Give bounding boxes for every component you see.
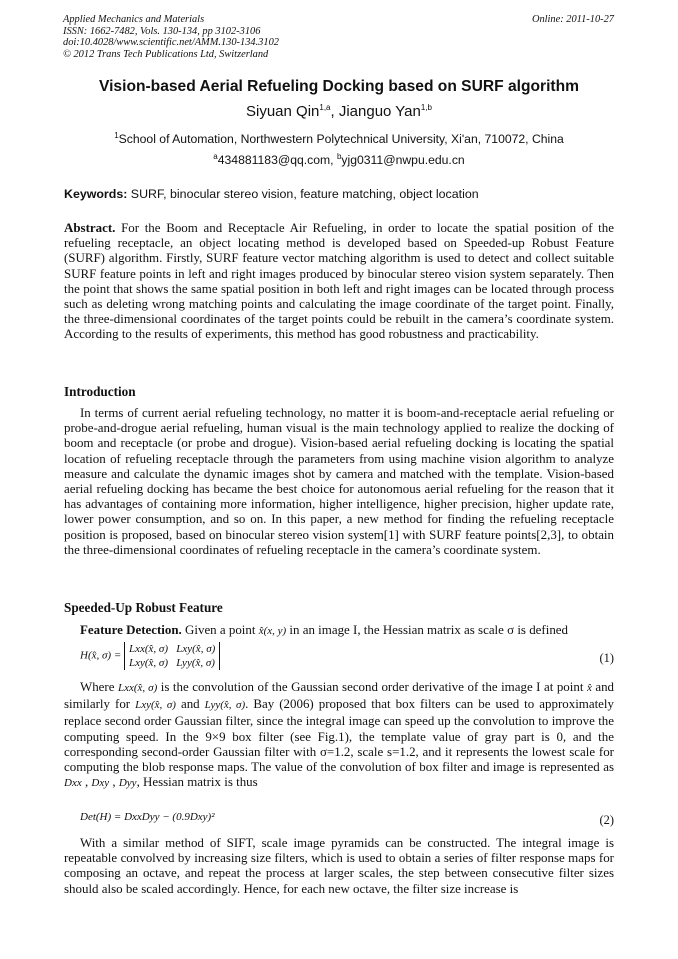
doi: doi:10.4028/www.scientific.net/AMM.130-134.3102 — [63, 37, 279, 49]
emails — [0, 152, 678, 167]
p2-lxx: Lxx(x̂, σ) — [117, 682, 158, 694]
author-sep: , — [330, 103, 339, 120]
copyright: © 2012 Trans Tech Publications Ltd, Switzerland — [63, 48, 269, 60]
email-a: 434881183@qq.com, — [217, 153, 337, 168]
p2-dyy: Dyy — [118, 777, 137, 790]
hessian-para — [64, 679, 614, 791]
equation-2: Det(H) = DxxDyy − (0.9Dxy)² — [80, 811, 215, 823]
email-a-sup: a — [213, 152, 218, 161]
p2-c: . Bay (2006) proposed that box filters can be used to approximately replace second order Gaussian filter, since the integral image can speed up the convolution to improve the computing speed. In the 9×9 box filter (see Fig.1), the template value of gray part is 0, and the corresponding second-order Gaussian filter with σ=1.2, scale s=1.2, and it represents the lowest scale for computing the blob response maps. The value of the convolution of box filter and image is represented as — [64, 696, 614, 775]
p2-d: , Hessian matrix is thus — [136, 774, 258, 790]
surf-heading: Speeded-Up Robust Feature — [64, 600, 223, 615]
abstract-text: For the Boom and Receptacle Air Refueling, in order to locate the spatial position of the refueling receptacle, an object locating method is developed based on Speeded-up Robust Feature (SURF) algorithm. Firstly, SURF feature vector matching algorithm is used to detect and collect suitable SURF feature points in left and right images produced by binocular stereo vision system separately. Then the point that shows the same spatial position in both left and right images can be located through process such as deleting wrong matching points and calculating the image coordinate of the target point. Finally, the three-dimensional coordinates of the target points could be rebuilt in the camera’s coordinate system. According to the results of experiments, this method has good robustness and practicability. — [64, 220, 614, 342]
p2-lyy: Lyy(x̂, σ) — [204, 699, 246, 712]
p2-a: is the convolution of the Gaussian second order derivative of the image I at point — [157, 679, 587, 694]
author-1: Siyuan Qin — [246, 103, 320, 120]
authors — [0, 103, 678, 120]
email-b-sup: b — [336, 152, 342, 161]
fd-point: x̂(x, y) — [258, 625, 287, 637]
p2-comma-1: , — [81, 774, 92, 790]
fd-text-2: in an image I, the Hessian matrix as scale σ is defined — [286, 622, 568, 637]
author-2: Jianguo Yan — [338, 103, 421, 120]
journal-name: Applied Mechanics and Materials — [63, 14, 205, 25]
feature-detection-para — [64, 622, 614, 639]
issn: ISSN: 1662-7482, Vols. 130-134, pp 3102-3106 — [63, 25, 261, 37]
p2-and: and — [175, 696, 205, 712]
p2-dxx: Dxx — [64, 777, 82, 790]
p2-dxy: Dxy — [91, 777, 110, 790]
fd-text-1: Given a point — [181, 622, 259, 637]
eq1-m22: Lyy(x̂, σ) — [176, 657, 215, 669]
eq1-m11: Lxx(x̂, σ) — [129, 643, 169, 655]
p2-b: and similarly for — [64, 679, 615, 712]
affiliation — [0, 131, 678, 146]
keywords-label: Keywords: — [64, 187, 128, 201]
email-b: yjg0311@nwpu.edu.cn — [341, 153, 465, 168]
eq1-lhs: H(x̂, σ) = — [80, 649, 122, 662]
p2-where: Where — [80, 679, 118, 694]
intro-heading: Introduction — [64, 384, 136, 399]
affil-text: School of Automation, Northwestern Polytechnical University, Xi'an, 710072, China — [118, 132, 564, 147]
p2-comma-2: , — [109, 774, 119, 790]
eq1-number: (1) — [599, 651, 614, 665]
abstract-label: Abstract. — [64, 220, 116, 235]
p2-lxy: Lxy(x̂, σ) — [135, 699, 176, 712]
keywords-text: SURF, binocular stereo vision, feature matching, object location — [127, 187, 479, 201]
eq1-matrix — [124, 642, 220, 670]
eq1-m12: Lxy(x̂, σ) — [176, 643, 216, 655]
abstract — [64, 220, 614, 342]
intro-text: In terms of current aerial refueling technology, no matter it is boom-and-receptacle aerial refueling or probe-and-drogue aerial refueling, human visual is the main technology applied to realize the docking of boom and receptacle (or probe and drogue). Vision-based aerial refueling docking is locating the spatial location of refueling receptacle through the parameters from using machine vision algorithm to analyze measure and calculate the dynamic images shot by camera and matched with the template. Vision-based aerial refueling docking has became the best choice for autonomous aerial refueling for the reason that it has advantages of containing more information, higher intelligence, higher precision, higher update rate, lower power consumption, and so on. In this paper, a new method for finding the refueling receptacle position is proposed, based on binocular stereo vision system[1] with SURF feature points[2,3], to obtain the three-dimensional coordinates of refueling receptacle in the camera’s coordinate system. — [64, 405, 614, 557]
eq1-m21: Lxy(x̂, σ) — [129, 657, 169, 669]
paper-title: Vision-based Aerial Refueling Docking based on SURF algorithm — [98, 78, 580, 95]
author-2-sup: 1,b — [420, 103, 432, 112]
journal-header — [63, 14, 279, 60]
scale-space-para: With a similar method of SIFT, scale image pyramids can be constructed. The integral image is repeatable convolved by increasing size filters, which is used to obtain a series of filter response maps for composing an octave, and repeat the process at larger scales, the step between consecutive filter sizes should also be scaled accordingly. Hence, for each new octave, the filter size increase is — [64, 835, 614, 896]
online-date: Online: 2011-10-27 — [531, 14, 614, 25]
keywords — [64, 187, 479, 201]
eq2-number: (2) — [599, 813, 614, 827]
p2-xhat: x̂ — [586, 682, 592, 694]
affil-sup: 1 — [114, 131, 119, 140]
equation-1 — [80, 642, 220, 670]
author-1-sup: 1,a — [319, 103, 331, 112]
fd-label: Feature Detection. — [80, 622, 182, 637]
